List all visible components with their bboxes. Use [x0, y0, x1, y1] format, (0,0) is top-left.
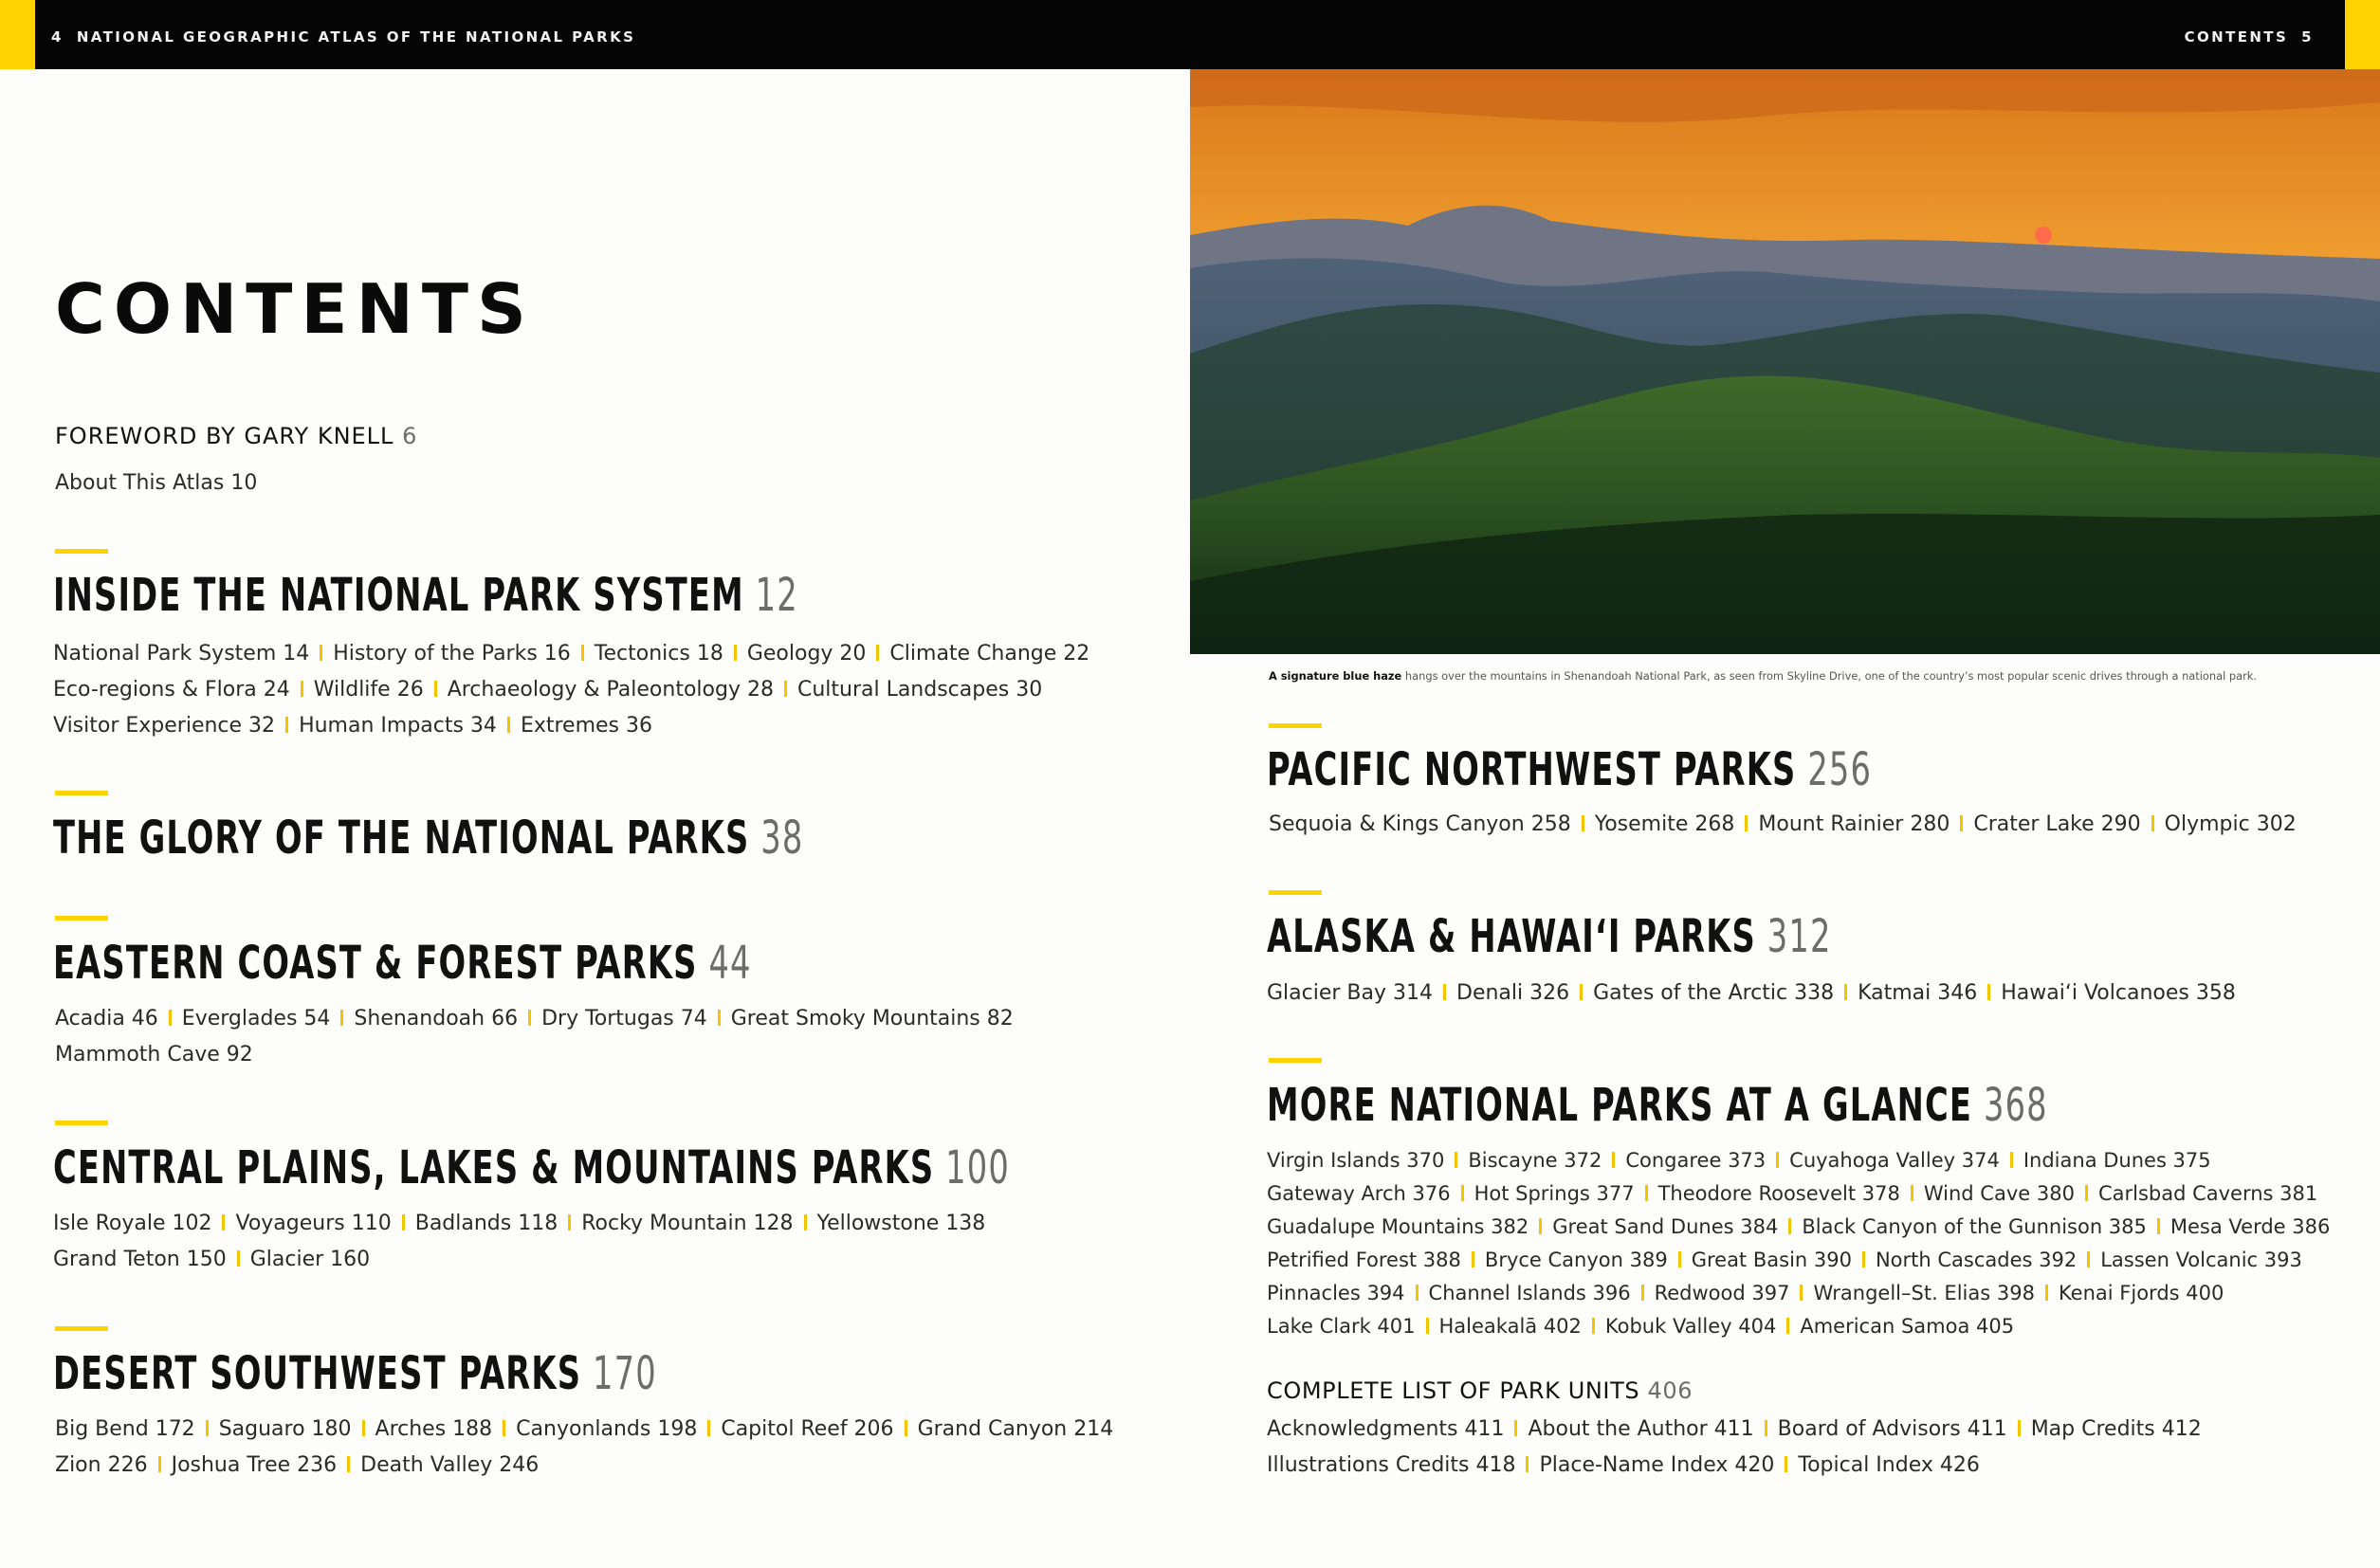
section-heading-eastern[interactable] [53, 937, 752, 990]
toc-entry[interactable]: Joshua Tree 236 [171, 1453, 338, 1477]
left-page-number: 4 [51, 28, 64, 46]
toc-entry[interactable]: Extremes 36 [520, 714, 652, 738]
toc-entry[interactable]: Climate Change 22 [889, 642, 1090, 665]
toc-entry[interactable]: Olympic 302 [2164, 812, 2297, 836]
separator-bar [1416, 1285, 1419, 1301]
separator-bar [1539, 1218, 1542, 1234]
toc-entry[interactable]: Zion 226 [55, 1453, 148, 1477]
toc-entry[interactable]: Cuyahoga Valley 374 [1789, 1149, 2000, 1172]
caption-text: hangs over the mountains in Shenandoah National Park, as seen from Skyline Drive, one of the country’s most popular scenic drives through a national park. [1401, 669, 2257, 683]
separator-bar [581, 645, 584, 661]
separator-bar [2018, 1420, 2021, 1436]
separator-bar [1776, 1152, 1779, 1168]
section-title: MORE NATIONAL PARKS AT A GLANCE [1267, 1079, 1973, 1132]
toc-entry[interactable]: North Cascades 392 [1875, 1249, 2078, 1271]
section-heading-more[interactable] [1267, 1079, 2048, 1132]
separator-bar [237, 1250, 240, 1267]
toc-entry[interactable]: Illustrations Credits 418 [1267, 1453, 1516, 1477]
entry-line [53, 1206, 985, 1242]
separator-bar [734, 645, 737, 661]
toc-entry[interactable]: Hawai‘i Volcanoes 358 [2001, 981, 2236, 1005]
separator-bar [1785, 1456, 1787, 1472]
toc-entry[interactable]: Petrified Forest 388 [1267, 1249, 1461, 1271]
entry-line [1267, 1144, 2330, 1177]
toc-entry[interactable]: Yosemite 268 [1594, 812, 1735, 836]
toc-entry[interactable]: Lake Clark 401 [1267, 1315, 1416, 1338]
separator-bar [1678, 1251, 1681, 1267]
section-page: 256 [1807, 743, 1873, 796]
section-title: INSIDE THE NATIONAL PARK SYSTEM [53, 569, 744, 622]
toc-entry[interactable]: Theodore Roosevelt 378 [1657, 1182, 1900, 1205]
section-heading-pacific[interactable] [1267, 743, 1873, 796]
toc-entry[interactable]: Archaeology & Paleontology 28 [447, 678, 774, 702]
toc-entry[interactable]: Kobuk Valley 404 [1604, 1315, 1777, 1338]
section-heading-central[interactable] [53, 1141, 1010, 1194]
toc-entry[interactable]: Mammoth Cave 92 [55, 1043, 253, 1067]
separator-bar [1514, 1420, 1517, 1436]
toc-entry[interactable]: Yellowstone 138 [816, 1212, 986, 1235]
toc-entry[interactable]: Bryce Canyon 389 [1484, 1249, 1668, 1271]
right-yellow-tab [2345, 0, 2380, 69]
separator-bar [1911, 1185, 1913, 1201]
section-title: PACIFIC NORTHWEST PARKS [1267, 743, 1797, 796]
separator-bar [1592, 1318, 1595, 1334]
separator-bar [402, 1214, 405, 1231]
toc-entry[interactable]: Haleakalā 402 [1438, 1315, 1582, 1338]
toc-entry[interactable]: Tectonics 18 [594, 642, 723, 665]
foreword-page: 6 [402, 423, 418, 449]
toc-entry[interactable]: Mesa Verde 386 [2169, 1215, 2331, 1238]
toc-entry[interactable]: Glacier Bay 314 [1267, 981, 1434, 1005]
toc-entry[interactable]: Rocky Mountain 128 [581, 1212, 794, 1235]
toc-entry[interactable]: Mount Rainier 280 [1758, 812, 1950, 836]
separator-bar [2151, 815, 2154, 831]
section-entries [53, 1206, 985, 1278]
separator-bar [2010, 1152, 2013, 1168]
separator-bar [340, 1010, 343, 1026]
toc-entry[interactable]: Great Sand Dunes 384 [1552, 1215, 1779, 1238]
toc-entry[interactable]: Glacier 160 [249, 1248, 371, 1271]
toc-entry[interactable]: Redwood 397 [1654, 1282, 1790, 1304]
separator-bar [876, 645, 879, 661]
separator-bar [1443, 984, 1446, 1000]
toc-entry[interactable]: Biscayne 372 [1468, 1149, 1602, 1172]
toc-entry[interactable]: Denali 326 [1456, 981, 1570, 1005]
entry-line [53, 1242, 985, 1278]
toc-entry[interactable]: Wrangell–St. Elias 398 [1813, 1282, 2035, 1304]
toc-entry[interactable]: Gateway Arch 376 [1267, 1182, 1451, 1205]
toc-entry[interactable]: Wildlife 26 [313, 678, 424, 702]
separator-bar [1765, 1420, 1767, 1436]
toc-entry[interactable]: Arches 188 [375, 1417, 493, 1441]
entry-line [1267, 1211, 2330, 1244]
section-title: CENTRAL PLAINS, LAKES & MOUNTAINS PARKS [53, 1141, 935, 1194]
entry-line [53, 672, 1089, 708]
separator-bar [347, 1456, 350, 1472]
separator-bar [528, 1010, 531, 1026]
separator-bar [285, 717, 288, 733]
toc-entry[interactable]: Grand Teton 150 [53, 1248, 227, 1271]
separator-bar [320, 645, 322, 661]
mountain-landscape-image [1190, 69, 2380, 654]
foreword-entry[interactable] [55, 423, 417, 449]
section-divider [1269, 723, 1322, 728]
entry-line [55, 1037, 1014, 1073]
toc-entry[interactable]: Geology 20 [746, 642, 867, 665]
foreword-label: FOREWORD BY GARY KNELL [55, 423, 394, 449]
separator-bar [1641, 1285, 1644, 1301]
separator-bar [362, 1420, 365, 1436]
toc-entry[interactable]: American Samoa 405 [1800, 1315, 2015, 1338]
separator-bar [1426, 1318, 1429, 1334]
separator-bar [2087, 1251, 2090, 1267]
toc-entry[interactable]: Acknowledgments 411 [1267, 1417, 1505, 1441]
complete-list-heading[interactable] [1267, 1377, 1693, 1404]
entry-line [55, 1001, 1014, 1037]
toc-entry[interactable]: Guadalupe Mountains 382 [1267, 1215, 1529, 1238]
separator-bar [507, 717, 510, 733]
section-heading-desert[interactable] [53, 1347, 657, 1400]
toc-entry[interactable]: Cultural Landscapes 30 [796, 678, 1043, 702]
entry-line [1267, 1448, 2202, 1484]
entry-line [1267, 1310, 2330, 1343]
entry-line [55, 1448, 1113, 1484]
section-entries [1267, 975, 2236, 1012]
toc-entry[interactable]: Great Smoky Mountains 82 [730, 1007, 1014, 1030]
toc-entry[interactable]: Saguaro 180 [218, 1417, 352, 1441]
separator-bar [1788, 1218, 1791, 1234]
section-title: ALASKA & HAWAI‘I PARKS [1267, 910, 1756, 963]
toc-entry[interactable]: Canyonlands 198 [516, 1417, 698, 1441]
section-heading-alaska[interactable] [1267, 910, 1832, 963]
separator-bar [301, 681, 303, 697]
toc-entry[interactable]: Congaree 373 [1625, 1149, 1767, 1172]
section-page: 44 [708, 937, 752, 990]
section-page: 312 [1767, 910, 1832, 963]
complete-list-label: COMPLETE LIST OF PARK UNITS [1267, 1377, 1640, 1404]
toc-entry[interactable]: Human Impacts 34 [299, 714, 497, 738]
toc-entry[interactable]: Wind Cave 380 [1923, 1182, 2075, 1205]
separator-bar [1987, 984, 1990, 1000]
separator-bar [503, 1420, 505, 1436]
separator-bar [1645, 1185, 1648, 1201]
separator-bar [1844, 984, 1847, 1000]
separator-bar [206, 1420, 209, 1436]
separator-bar [718, 1010, 721, 1026]
separator-bar [784, 681, 787, 697]
toc-entry[interactable]: Isle Royale 102 [53, 1212, 212, 1235]
separator-bar [1526, 1456, 1529, 1472]
toc-entry[interactable]: Gates of the Arctic 338 [1593, 981, 1835, 1005]
about-atlas-entry[interactable]: About This Atlas 10 [55, 471, 258, 495]
toc-entry[interactable]: Death Valley 246 [360, 1453, 540, 1477]
section-heading-glory[interactable] [53, 811, 804, 865]
separator-bar [1455, 1152, 1457, 1168]
entry-line [1267, 1177, 2330, 1211]
section-entries [1267, 1144, 2330, 1343]
toc-entry[interactable]: About the Author 411 [1528, 1417, 1754, 1441]
separator-bar [158, 1456, 161, 1472]
toc-entry[interactable]: Indiana Dunes 375 [2023, 1149, 2211, 1172]
toc-entry[interactable]: Capitol Reef 206 [721, 1417, 894, 1441]
section-divider [55, 791, 108, 795]
section-entries [1269, 807, 2297, 843]
separator-bar [568, 1214, 571, 1231]
toc-entry[interactable]: Hot Springs 377 [1474, 1182, 1635, 1205]
photo-caption [1269, 669, 2257, 683]
toc-entry[interactable]: Virgin Islands 370 [1267, 1149, 1445, 1172]
entry-line [1267, 1277, 2330, 1310]
section-entries [55, 1001, 1014, 1073]
separator-bar [1745, 815, 1748, 831]
section-entries [53, 636, 1089, 744]
section-page: 368 [1983, 1079, 2048, 1132]
shenandoah-photo [1190, 69, 2380, 654]
separator-bar [2045, 1285, 2048, 1301]
entry-line [53, 636, 1089, 672]
separator-bar [1582, 815, 1584, 831]
separator-bar [1472, 1251, 1474, 1267]
toc-entry[interactable]: Everglades 54 [181, 1007, 331, 1030]
entry-line [1267, 1244, 2330, 1277]
separator-bar [169, 1010, 172, 1026]
section-divider [55, 1326, 108, 1331]
separator-bar [1960, 815, 1963, 831]
section-page: 38 [760, 811, 804, 865]
section-divider [55, 549, 108, 554]
separator-bar [1862, 1251, 1865, 1267]
toc-entry[interactable]: Dry Tortugas 74 [541, 1007, 707, 1030]
section-page: 170 [592, 1347, 657, 1400]
separator-bar [1800, 1285, 1803, 1301]
entry-line [53, 708, 1089, 744]
page-title: CONTENTS [55, 269, 535, 349]
separator-bar [707, 1420, 710, 1436]
separator-bar [1461, 1185, 1464, 1201]
toc-entry[interactable]: Eco-regions & Flora 24 [53, 678, 290, 702]
entry-line [1267, 975, 2236, 1012]
toc-entry[interactable]: Carlsbad Caverns 381 [2097, 1182, 2318, 1205]
separator-bar [1580, 984, 1583, 1000]
separator-bar [1612, 1152, 1615, 1168]
toc-entry[interactable]: Kenai Fjords 400 [2058, 1282, 2224, 1304]
section-page: 100 [945, 1141, 1010, 1194]
entry-line [1267, 1412, 2202, 1448]
toc-entry[interactable]: Black Canyon of the Gunnison 385 [1802, 1215, 2147, 1238]
entry-line [1269, 807, 2297, 843]
toc-entry[interactable]: Crater Lake 290 [1973, 812, 2141, 836]
right-page-number: 5 [2301, 28, 2314, 46]
section-title: THE GLORY OF THE NATIONAL PARKS [53, 811, 750, 865]
toc-entry[interactable]: Acadia 46 [55, 1007, 158, 1030]
separator-bar [2085, 1185, 2088, 1201]
separator-bar [2157, 1218, 2160, 1234]
toc-entry[interactable]: Map Credits 412 [2030, 1417, 2202, 1441]
toc-entry[interactable]: Great Basin 390 [1691, 1249, 1852, 1271]
toc-entry[interactable]: Place-Name Index 420 [1539, 1453, 1775, 1477]
toc-entry[interactable]: Lassen Volcanic 393 [2100, 1249, 2302, 1271]
toc-entry[interactable]: Shenandoah 66 [354, 1007, 519, 1030]
toc-entry[interactable]: Voyageurs 110 [235, 1212, 392, 1235]
section-heading-park-system[interactable] [53, 569, 798, 622]
separator-bar [804, 1214, 807, 1231]
section-title: DESERT SOUTHWEST PARKS [53, 1347, 582, 1400]
separator-bar [905, 1420, 907, 1436]
complete-list-page: 406 [1647, 1377, 1693, 1404]
separator-bar [434, 681, 437, 697]
separator-bar [1786, 1318, 1789, 1334]
left-running-head [51, 28, 635, 46]
right-running-head [2185, 28, 2314, 46]
toc-entry[interactable]: Katmai 346 [1858, 981, 1978, 1005]
caption-lead: A signature blue haze [1269, 669, 1402, 683]
section-divider [55, 1121, 108, 1125]
toc-entry[interactable]: History of the Parks 16 [333, 642, 571, 665]
separator-bar [222, 1214, 225, 1231]
section-title: EASTERN COAST & FOREST PARKS [53, 937, 698, 990]
section-entries [55, 1412, 1113, 1484]
toc-entry[interactable]: Channel Islands 396 [1428, 1282, 1631, 1304]
toc-entry[interactable]: Pinnacles 394 [1267, 1282, 1405, 1304]
section-divider [1269, 1058, 1322, 1063]
toc-entry[interactable]: Topical Index 426 [1798, 1453, 1980, 1477]
left-yellow-tab [0, 0, 35, 69]
toc-entry[interactable]: Grand Canyon 214 [917, 1417, 1114, 1441]
entry-line [55, 1412, 1113, 1448]
toc-entry[interactable]: Sequoia & Kings Canyon 258 [1269, 812, 1571, 836]
toc-entry[interactable]: Board of Advisors 411 [1777, 1417, 2007, 1441]
section-divider [55, 916, 108, 921]
toc-entry[interactable]: National Park System 14 [53, 642, 310, 665]
section-page: 12 [755, 569, 798, 622]
toc-entry[interactable]: Badlands 118 [414, 1212, 558, 1235]
section-divider [1269, 890, 1322, 895]
left-running-title: NATIONAL GEOGRAPHIC ATLAS OF THE NATIONAL PARKS [76, 28, 636, 46]
right-running-title: CONTENTS [2184, 28, 2289, 46]
complete-list-entries [1267, 1412, 2202, 1484]
toc-entry[interactable]: Big Bend 172 [55, 1417, 195, 1441]
toc-entry[interactable]: Visitor Experience 32 [53, 714, 276, 738]
